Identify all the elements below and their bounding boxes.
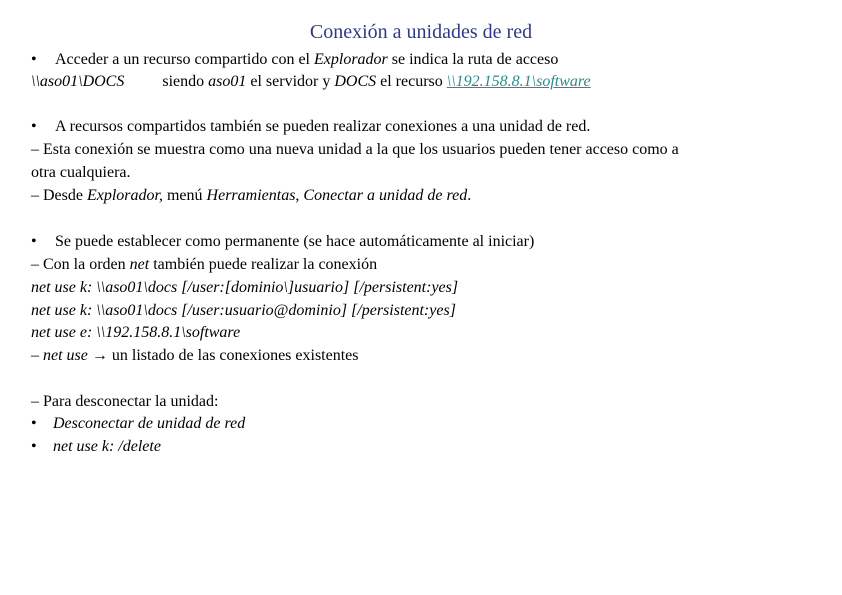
section2-line4: [31, 185, 471, 207]
network-path-link[interactable]: \\192.158.8.1\software: [446, 73, 591, 90]
command-line-3: net use e: \\192.158.8.1\software: [31, 324, 241, 341]
s1-l1-b: Explorador: [314, 51, 388, 68]
command-line-2: net use k: \\aso01\docs [/user:usuario@dominio] [/persistent:yes]: [31, 302, 456, 319]
section2-line2: – Esta conexión se muestra como una nueva unidad a la que los usuarios pueden tener acceso como a: [31, 141, 679, 158]
s2-l4-f: Conectar a unidad de red: [303, 187, 468, 204]
section3-line1: [31, 231, 534, 253]
section4-line2: [31, 413, 245, 435]
s3-l2-b: net: [129, 256, 150, 273]
bullet-icon: •: [31, 233, 37, 250]
section3-line2: [31, 254, 377, 276]
s4-l3: net use k: /delete: [53, 438, 161, 455]
s3-l2-c: también puede realizar la conexión: [149, 256, 378, 273]
section1-line2: [31, 71, 591, 93]
s2-l4-d: Herramientas: [206, 187, 296, 204]
s1-l1-c: se indica la ruta de acceso: [387, 51, 559, 68]
s2-l4-e: ,: [295, 187, 304, 204]
bullet-icon: •: [31, 51, 37, 68]
s1-l2-a: \\aso01\DOCS: [31, 73, 125, 90]
section4-line3: [31, 436, 161, 458]
bullet-icon: •: [31, 415, 37, 432]
s1-l2-c: aso01: [208, 73, 247, 90]
page-title: Conexión a unidades de red: [309, 21, 533, 43]
s3-l6-b: net use: [43, 347, 88, 364]
s2-l4-g: .: [467, 187, 472, 204]
s3-l1: Se puede establecer como permanente (se hace automáticamente al iniciar): [55, 233, 535, 250]
s3-l2-a: – Con la orden: [31, 256, 130, 273]
s3-l6-a: –: [31, 347, 43, 364]
bullet-icon: •: [31, 118, 37, 135]
s1-l1-a: Acceder a un recurso compartido con el: [55, 51, 314, 68]
section2-line1: [31, 116, 590, 138]
s1-l2-e: DOCS: [334, 73, 377, 90]
section1-line1: [31, 49, 558, 71]
command-line-1: net use k: \\aso01\docs [/user:[dominio\]usuario] [/persistent:yes]: [31, 279, 459, 296]
s2-l1: A recursos compartidos también se pueden realizar conexiones a una unidad de red.: [55, 118, 591, 135]
section2-line3: otra cualquiera.: [31, 164, 131, 181]
section4-line1: – Para desconectar la unidad:: [31, 393, 219, 410]
s3-l6-c: → un listado de las conexiones existentes: [87, 347, 359, 364]
bullet-icon: •: [31, 438, 37, 455]
s2-l4-c: menú: [162, 187, 207, 204]
s1-l2-f: el recurso: [376, 73, 447, 90]
section3-line6: [31, 345, 358, 367]
s2-l4-b: Explorador,: [86, 187, 163, 204]
s2-l4-a: – Desde: [31, 187, 87, 204]
s1-l2-b: siendo: [162, 73, 209, 90]
s4-l2: Desconectar de unidad de red: [53, 415, 246, 432]
s1-l2-d: el servidor y: [246, 73, 335, 90]
